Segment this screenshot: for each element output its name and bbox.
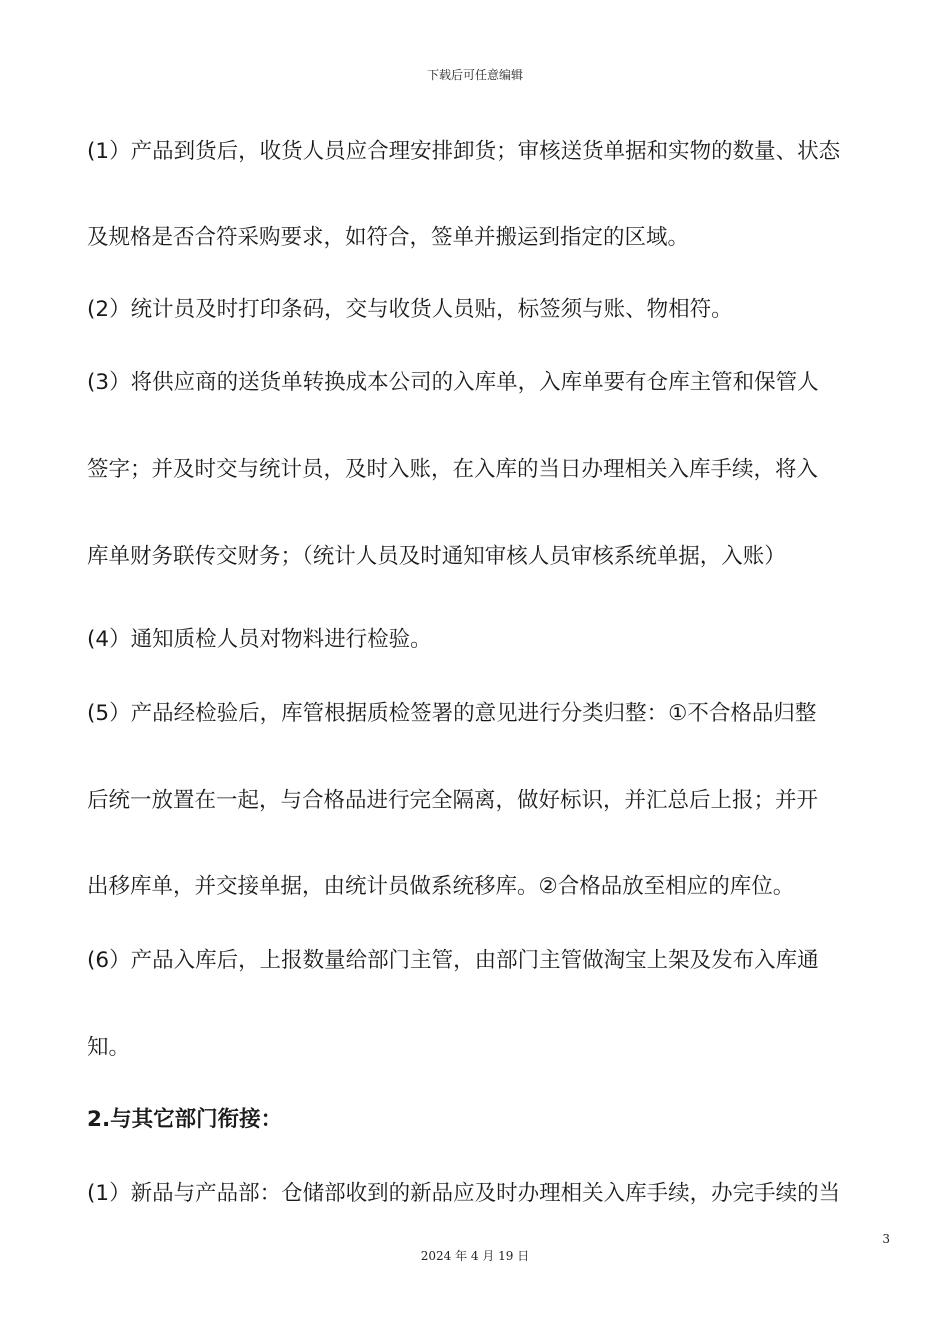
page-header: 下载后可任意编辑 <box>426 68 523 82</box>
text-line: (5）产品经检验后，库管根据质检签署的意见进行分类归整：①不合格品归整 <box>87 701 817 726</box>
text-line: (3）将供应商的送货单转换成本公司的入库单，入库单要有仓库主管和保管人 <box>87 370 819 395</box>
text-line: 知。 <box>87 1035 131 1060</box>
text-line: 库单财务联传交财务；（统计人员及时通知审核人员审核系统单据，入账） <box>87 544 786 569</box>
text-line: (1）产品到货后，收货人员应合理安排卸货；审核送货单据和实物的数量、状态 <box>87 139 841 164</box>
text-line: (2）统计员及时打印条码，交与收货人员贴，标签须与账、物相符。 <box>87 297 733 322</box>
section-heading: 2.与其它部门衔接： <box>87 1107 283 1132</box>
text-line: 签字；并及时交与统计员，及时入账，在入库的当日办理相关入库手续，将入 <box>87 457 819 482</box>
footer-date: 2024 年 4 月 19 日 <box>420 1249 530 1263</box>
text-line: (4）通知质检人员对物料进行检验。 <box>87 627 432 652</box>
text-line: 后统一放置在一起，与合格品进行完全隔离，做好标识，并汇总后上报；并开 <box>87 788 819 813</box>
text-line: (1）新品与产品部：仓储部收到的新品应及时办理相关入库手续，办完手续的当 <box>87 1181 841 1206</box>
text-line: 及规格是否合符采购要求，如符合，签单并搬运到指定的区域。 <box>87 225 690 250</box>
page-number: 3 <box>882 1232 890 1246</box>
text-line: 出移库单，并交接单据，由统计员做系统移库。②合格品放至相应的库位。 <box>87 874 795 899</box>
text-line: (6）产品入库后，上报数量给部门主管，由部门主管做淘宝上架及发布入库通 <box>87 948 819 973</box>
